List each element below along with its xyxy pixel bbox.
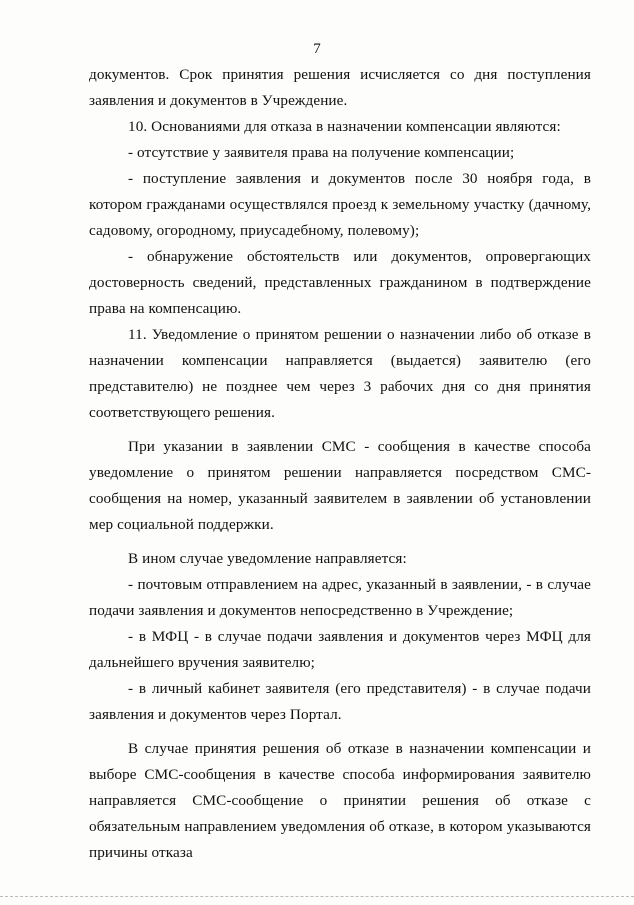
paragraph: - в МФЦ - в случае подачи заявления и документов через МФЦ для дальнейшего вручения заявителю; [89, 628, 591, 671]
paragraph: В ином случае уведомление направляется: [128, 550, 407, 567]
paragraph: - обнаружение обстоятельств или документов, опровергающих достоверность сведений, представленных гражданином в подтверждение права на компенсацию. [89, 248, 591, 317]
paragraph: документов. Срок принятия решения исчисляется со дня поступления заявления и документов в Учреждение. [89, 66, 591, 109]
page-edge-line [0, 896, 634, 898]
paragraph: При указании в заявлении СМС - сообщения в качестве способа уведомление о принятом решении направляется посредством СМС-сообщения на номер, указанный заявителем в заявлении об установлении мер социальной поддержки. [89, 438, 591, 533]
paragraph: - поступление заявления и документов после 30 ноября года, в котором гражданами осуществлялся проезд к земельному участку (дачному, садовому, огородному, приусадебному, полевому); [89, 170, 591, 239]
paragraph: В случае принятия решения об отказе в назначении компенсации и выборе СМС-сообщения в качестве способа информирования заявителю направляется СМС-сообщение о принятии решения об отказе с обязательным направлением уведомления об отказе, в котором указываются причины отказа [89, 740, 591, 861]
page-number: 7 [313, 41, 321, 57]
paragraph: - почтовым отправлением на адрес, указанный в заявлении, - в случае подачи заявления и документов непосредственно в Учреждение; [89, 576, 591, 619]
paragraph: 11. Уведомление о принятом решении о назначении либо об отказе в назначении компенсации направляется (выдается) заявителю (его представителю) не позднее чем через 3 рабочих дня со дня принятия соответствующего решения. [89, 326, 591, 421]
paragraph: - отсутствие у заявителя права на получение компенсации; [128, 144, 515, 161]
paragraph: 10. Основаниями для отказа в назначении компенсации являются: [128, 118, 561, 135]
body-text [89, 62, 591, 866]
paragraph: - в личный кабинет заявителя (его представителя) - в случае подачи заявления и документов через Портал. [89, 680, 591, 723]
